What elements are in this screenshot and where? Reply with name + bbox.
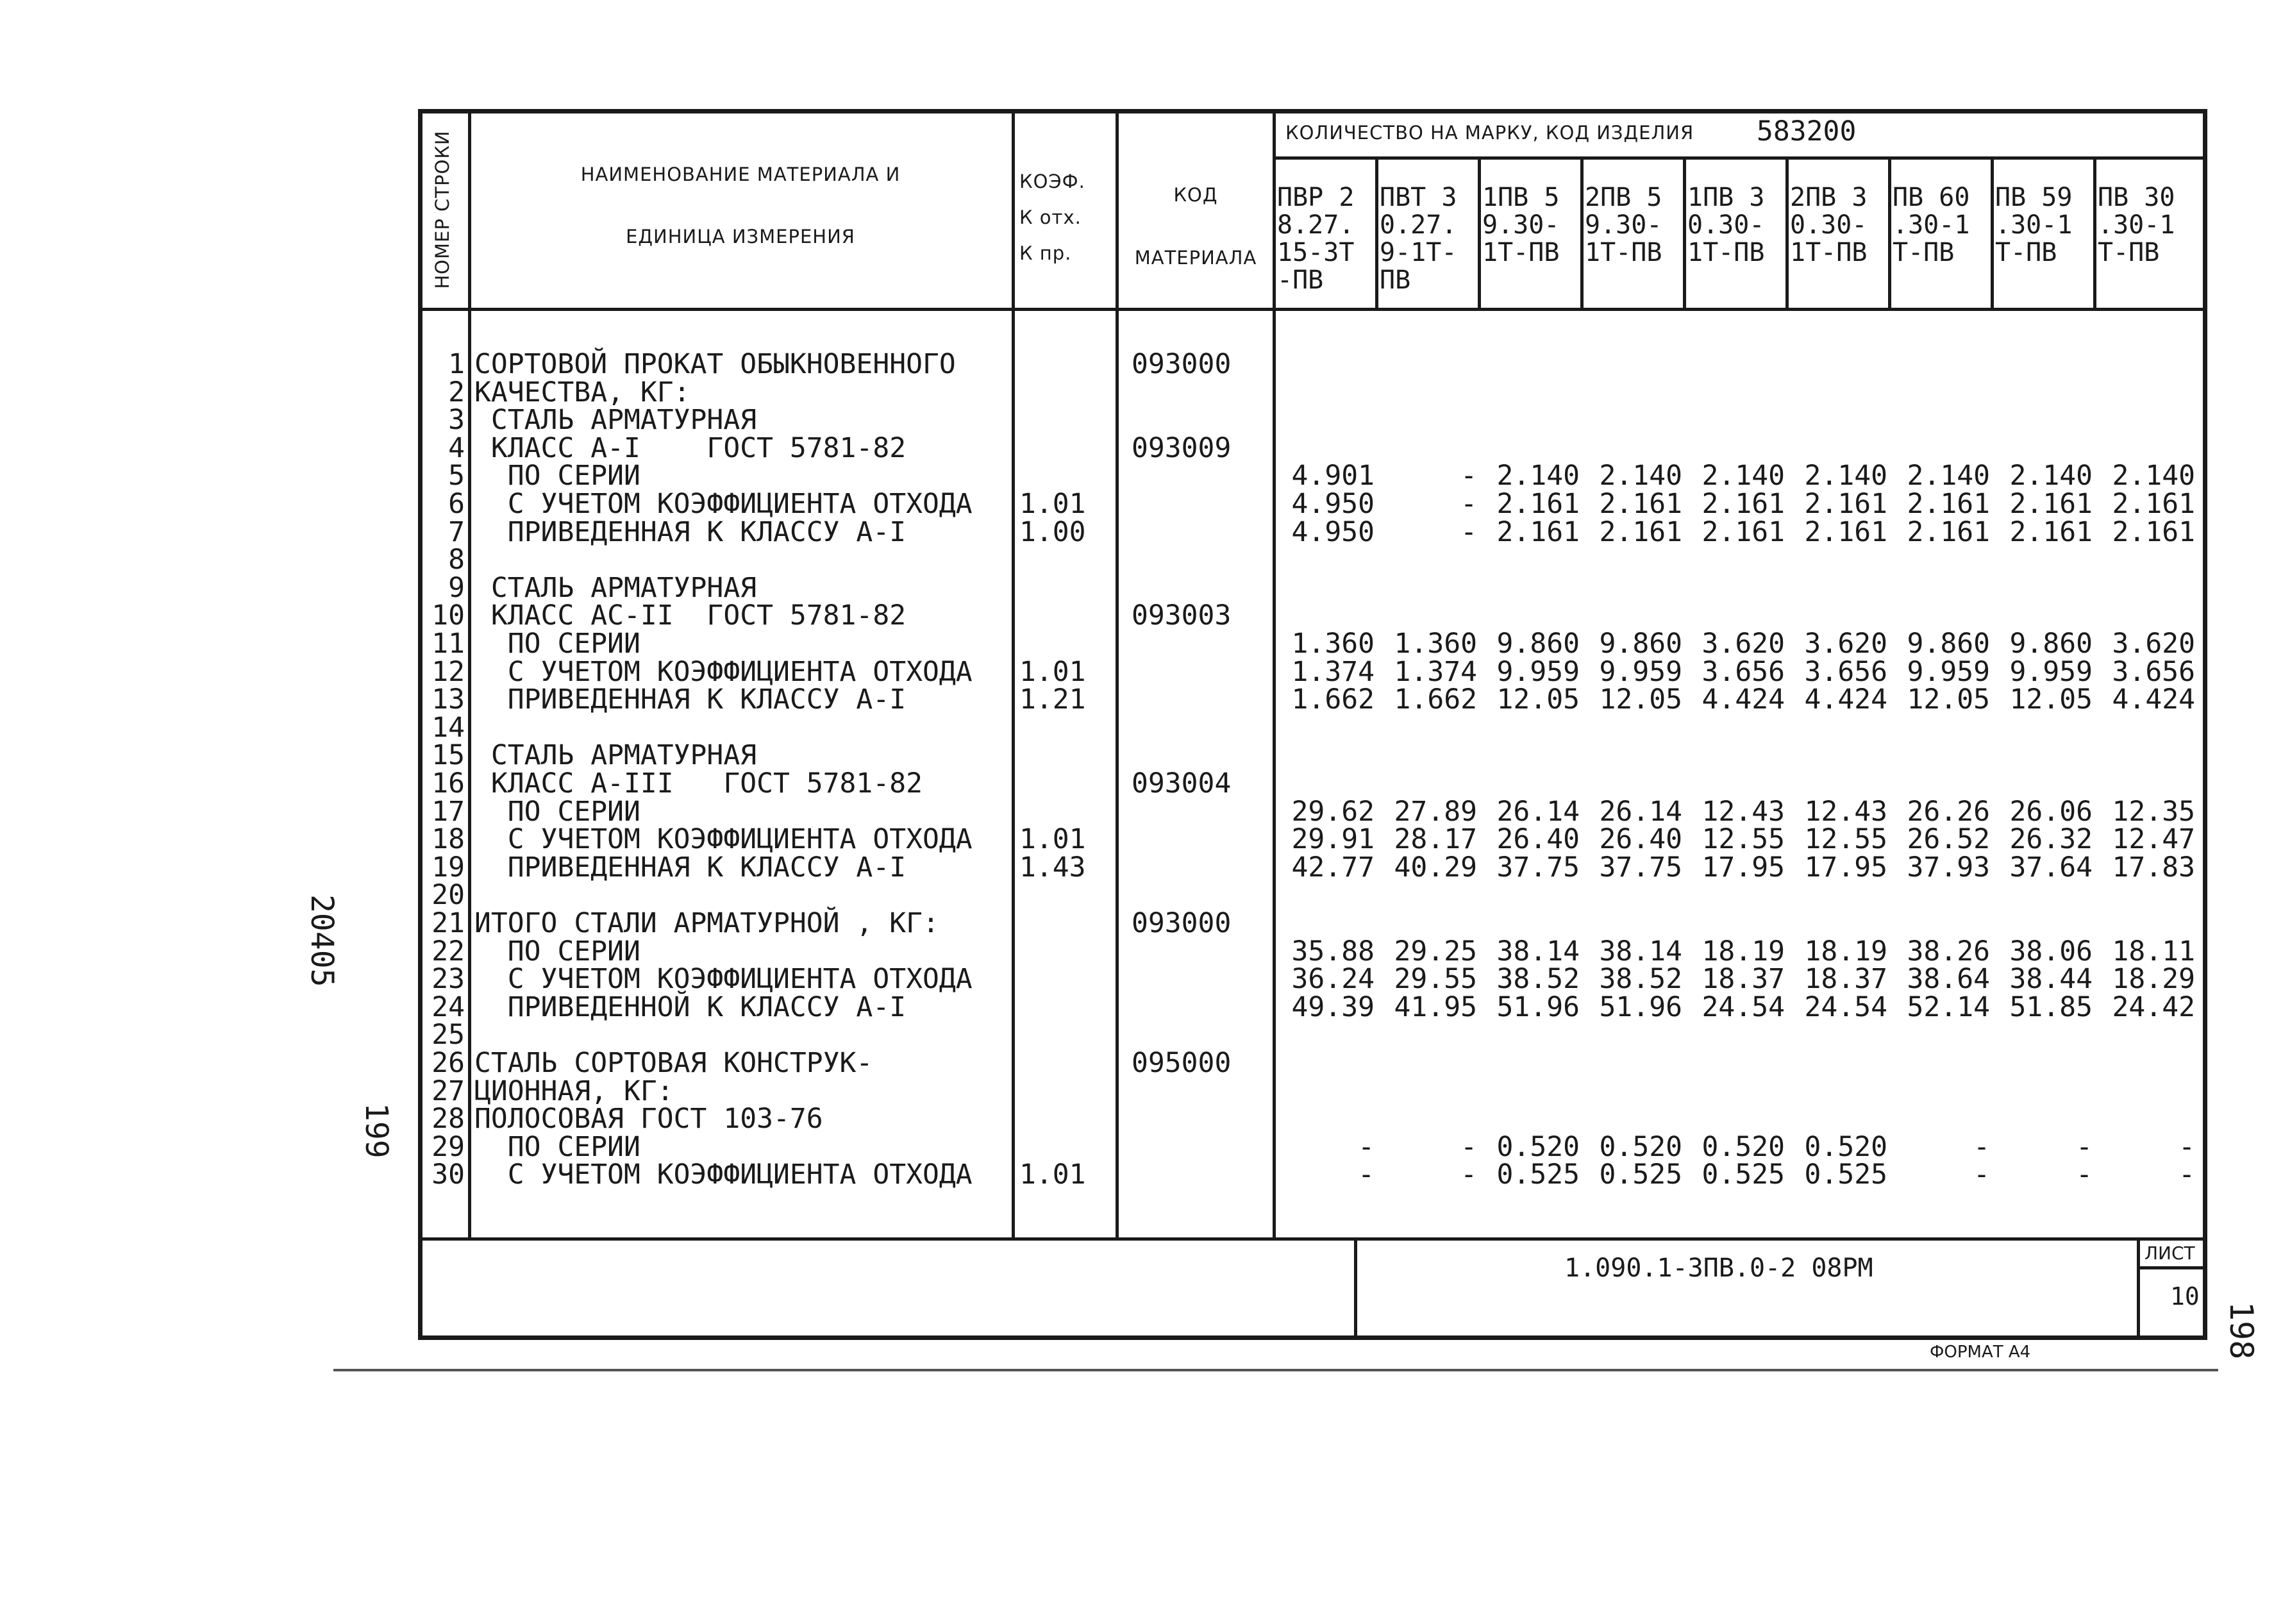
row-number: 27 (431, 1075, 465, 1107)
quantity-cell: 0.520 (1496, 1130, 1580, 1163)
quantity-cell: 40.29 (1394, 851, 1477, 883)
row-number-header-label: НОМЕР СТРОКИ (431, 130, 453, 289)
row-number: 2 (448, 376, 465, 408)
quantity-cell: 24.54 (1701, 991, 1785, 1023)
row-number: 21 (431, 907, 465, 939)
material-code: 095000 (1132, 1047, 1232, 1079)
table-row (0, 599, 2274, 632)
row-number: 29 (431, 1130, 465, 1163)
quantity-cell: 2.161 (2112, 515, 2195, 548)
coefficient: 1.21 (1019, 683, 1086, 716)
quantity-cell: 52.14 (1907, 991, 1990, 1023)
table-row (0, 515, 2274, 548)
row-number: 6 (448, 488, 465, 520)
quantity-cell: 9.959 (1496, 655, 1580, 688)
material-name: ПОЛОСОВАЯ ГОСТ 103-76 (474, 1103, 823, 1135)
quantity-cell: 12.47 (2112, 823, 2195, 856)
material-name: ПО СЕРИИ (474, 1130, 640, 1163)
quantity-cell: 12.43 (1804, 795, 1887, 828)
quantity-cell: 12.05 (1907, 683, 1990, 716)
mark-header: ПВ 59 .30-1 Т-ПВ (1995, 183, 2073, 267)
table-row (0, 462, 2274, 490)
quantity-cell: 1.662 (1394, 683, 1477, 716)
quantity-cell: 41.95 (1394, 991, 1477, 1023)
row-number: 15 (431, 739, 465, 772)
quantity-cell: 2.161 (1496, 515, 1580, 548)
table-row (0, 823, 2274, 856)
quantity-cell: 1.360 (1291, 628, 1375, 660)
quantity-cell: 1.360 (1394, 628, 1477, 660)
quantity-cell: 2.161 (1599, 488, 1682, 520)
quantity-cell: 2.161 (1907, 488, 1990, 520)
row-number: 23 (431, 963, 465, 996)
format-label: ФОРМАТ А4 (1930, 1343, 2031, 1362)
quantity-cell: 18.37 (1804, 963, 1887, 996)
quantity-cell: 12.43 (1701, 795, 1785, 828)
material-name: КЛАСС А-I ГОСТ 5781-82 (474, 431, 907, 464)
table-row (0, 711, 2274, 744)
quantity-cell: 37.93 (1907, 851, 1990, 883)
quantity-cell: 12.05 (2009, 683, 2093, 716)
quantity-cell: 28.17 (1394, 823, 1477, 856)
quantity-cell: - (1358, 1159, 1375, 1191)
quantity-cell: 2.161 (1907, 515, 1990, 548)
material-name: С УЧЕТОМ КОЭФФИЦИЕНТА ОТХОДА (474, 823, 973, 856)
row-number: 20 (431, 879, 465, 912)
quantity-cell: 29.62 (1291, 795, 1375, 828)
quantity-cell: 49.39 (1291, 991, 1375, 1023)
quantity-cell: 29.25 (1394, 935, 1477, 967)
quantity-cell: 12.05 (1496, 683, 1580, 716)
quantity-cell: 9.959 (1907, 655, 1990, 688)
quantity-cell: - (1973, 1130, 1990, 1163)
quantity-cell: 38.14 (1496, 935, 1580, 967)
qty-header-label: КОЛИЧЕСТВО НА МАРКУ, КОД ИЗДЕЛИЯ (1285, 122, 1694, 144)
table-row (0, 1161, 2274, 1189)
table-row (0, 963, 2274, 996)
quantity-cell: 17.83 (2112, 851, 2195, 883)
material-name: ЦИОННАЯ, КГ: (474, 1075, 674, 1107)
material-name-header-line2: ЕДИНИЦА ИЗМЕРЕНИЯ (626, 226, 855, 247)
quantity-cell: - (1358, 1130, 1375, 1163)
quantity-cell: - (2178, 1130, 2195, 1163)
table-row (0, 376, 2274, 408)
right-page-number: 198 (2223, 1302, 2260, 1360)
sheet-number: 10 (2170, 1282, 2200, 1310)
material-name: СТАЛЬ АРМАТУРНАЯ (474, 739, 757, 772)
table-row (0, 1075, 2274, 1107)
quantity-cell: 0.520 (1701, 1130, 1785, 1163)
quantity-cell: 37.75 (1599, 851, 1682, 883)
quantity-cell: 2.161 (1701, 515, 1785, 548)
quantity-cell: 38.14 (1599, 935, 1682, 967)
row-number: 3 (448, 404, 465, 437)
sheet-label: ЛИСТ (2144, 1243, 2195, 1264)
quantity-cell: 51.96 (1599, 991, 1682, 1023)
row-number: 22 (431, 935, 465, 967)
left-page-number: 199 (358, 1103, 394, 1159)
material-name: С УЧЕТОМ КОЭФФИЦИЕНТА ОТХОДА (474, 488, 973, 520)
quantity-cell: 2.140 (2009, 460, 2093, 492)
quantity-cell: 24.42 (2112, 991, 2195, 1023)
material-name: СТАЛЬ СОРТОВАЯ КОНСТРУК- (474, 1047, 873, 1079)
quantity-cell: 2.161 (1496, 488, 1580, 520)
quantity-cell: 2.140 (1599, 460, 1682, 492)
quantity-cell: 9.860 (1907, 628, 1990, 660)
material-name: ПО СЕРИИ (474, 795, 640, 828)
material-code: 093003 (1132, 599, 1232, 632)
quantity-cell: 12.35 (2112, 795, 2195, 828)
table-row (0, 571, 2274, 604)
material-name-header-line1: НАИМЕНОВАНИЕ МАТЕРИАЛА И (580, 163, 901, 185)
mark-header: 1ПВ 3 0.30- 1Т-ПВ (1687, 183, 1765, 267)
row-number: 4 (448, 431, 465, 464)
quantity-cell: 38.64 (1907, 963, 1990, 996)
material-code: 093000 (1132, 907, 1232, 939)
quantity-cell: 4.424 (2112, 683, 2195, 716)
code-header-line2: МАТЕРИАЛА (1134, 247, 1257, 269)
mark-col-line (1785, 156, 1789, 309)
table-row (0, 431, 2274, 464)
quantity-cell: 38.52 (1599, 963, 1682, 996)
quantity-cell: 0.520 (1599, 1130, 1682, 1163)
table-row (0, 851, 2274, 883)
quantity-cell: 26.14 (1599, 795, 1682, 828)
quantity-cell: 27.89 (1394, 795, 1477, 828)
quantity-cell: - (1973, 1159, 1990, 1191)
row-number: 16 (431, 767, 465, 799)
mark-col-line (1888, 156, 1891, 309)
quantity-cell: 2.140 (1907, 460, 1990, 492)
row-number: 7 (448, 515, 465, 548)
material-name: СОРТОВОЙ ПРОКАТ ОБЫКНОВЕННОГО (474, 348, 956, 380)
material-name: СТАЛЬ АРМАТУРНАЯ (474, 571, 757, 604)
quantity-cell: 4.950 (1291, 488, 1375, 520)
table-row (0, 879, 2274, 912)
material-code: 093004 (1132, 767, 1232, 799)
quantity-cell: 2.161 (1701, 488, 1785, 520)
mark-col-line (2093, 156, 2096, 309)
mark-header: ПВТ 3 0.27. 9-1Т- ПВ (1380, 183, 1457, 295)
mark-header: 2ПВ 5 9.30- 1Т-ПВ (1585, 183, 1662, 267)
quantity-cell: 2.161 (2009, 515, 2093, 548)
row-number: 8 (448, 544, 465, 576)
quantity-cell: 0.520 (1804, 1130, 1887, 1163)
table-row (0, 1105, 2274, 1133)
quantity-cell: 0.525 (1804, 1159, 1887, 1191)
mark-col-line (1478, 156, 1481, 309)
quantity-cell: - (1460, 488, 1477, 520)
material-name: ПРИВЕДЕННАЯ К КЛАССУ А-I (474, 515, 907, 548)
table-row (0, 348, 2274, 380)
code-header-line1: КОД (1173, 184, 1218, 206)
material-name: ИТОГО СТАЛИ АРМАТУРНОЙ , КГ: (474, 907, 939, 939)
quantity-cell: 12.55 (1701, 823, 1785, 856)
material-name: СТАЛЬ АРМАТУРНАЯ (474, 404, 757, 437)
row-number: 13 (431, 683, 465, 716)
material-name: С УЧЕТОМ КОЭФФИЦИЕНТА ОТХОДА (474, 963, 973, 996)
quantity-cell: 1.662 (1291, 683, 1375, 716)
quantity-cell: 9.959 (2009, 655, 2093, 688)
table-row (0, 404, 2274, 437)
material-unit-header (474, 226, 1007, 247)
inventory-number: 20405 (304, 894, 340, 987)
quantity-cell: 37.75 (1496, 851, 1580, 883)
quantity-cell: - (1460, 515, 1477, 548)
quantity-cell: 2.161 (1804, 488, 1887, 520)
quantity-cell: 38.44 (2009, 963, 2093, 996)
material-code: 093000 (1132, 348, 1232, 380)
quantity-cell: 26.26 (1907, 795, 1990, 828)
quantity-cell: 4.424 (1701, 683, 1785, 716)
row-number-header (431, 126, 453, 293)
mark-col-line (1683, 156, 1686, 309)
quantity-cell: 18.19 (1804, 935, 1887, 967)
coefficient: 1.01 (1019, 655, 1086, 688)
quantity-cell: 2.161 (2112, 488, 2195, 520)
quantity-cell: 2.161 (1804, 515, 1887, 548)
quantity-cell: - (2076, 1130, 2093, 1163)
quantity-cell: 26.52 (1907, 823, 1990, 856)
row-number: 19 (431, 851, 465, 883)
row-number: 30 (431, 1159, 465, 1191)
coefficient: 1.01 (1019, 488, 1086, 520)
row-number: 25 (431, 1019, 465, 1051)
material-name-header (474, 163, 1007, 185)
material-code: 093009 (1132, 431, 1232, 464)
material-name: КЛАСС АС-II ГОСТ 5781-82 (474, 599, 907, 632)
table-row (0, 1047, 2274, 1079)
table-row (0, 739, 2274, 772)
quantity-cell: 26.40 (1496, 823, 1580, 856)
material-name: С УЧЕТОМ КОЭФФИЦИЕНТА ОТХОДА (474, 655, 973, 688)
material-name: ПРИВЕДЕННАЯ К КЛАССУ А-I (474, 683, 907, 716)
mark-header: ПВ 30 .30-1 Т-ПВ (2098, 183, 2175, 267)
mark-col-line (1991, 156, 1994, 309)
material-name: КЛАСС А-III ГОСТ 5781-82 (474, 767, 923, 799)
quantity-cell: 9.860 (2009, 628, 2093, 660)
coef-header-title: КОЭФ. (1019, 171, 1085, 192)
row-number: 10 (431, 599, 465, 632)
coefficient: 1.43 (1019, 851, 1086, 883)
quantity-cell: 42.77 (1291, 851, 1375, 883)
material-name: КАЧЕСТВА, КГ: (474, 376, 690, 408)
quantity-cell: - (1460, 1159, 1477, 1191)
table-row (0, 767, 2274, 799)
table-row (0, 935, 2274, 967)
material-name: ПО СЕРИИ (474, 935, 640, 967)
material-name: ПО СЕРИИ (474, 628, 640, 660)
table-row (0, 795, 2274, 828)
mark-header: 1ПВ 5 9.30- 1Т-ПВ (1482, 183, 1560, 267)
row-number: 14 (431, 711, 465, 744)
document-code: 1.090.1-3ПВ.0-2 08РМ (1564, 1253, 1873, 1283)
quantity-cell: 0.525 (1496, 1159, 1580, 1191)
quantity-cell: 26.40 (1599, 823, 1682, 856)
qty-header-divider (1273, 156, 2207, 160)
table-row (0, 630, 2274, 658)
stamp-bottom-rule (333, 1369, 2218, 1371)
row-number: 9 (448, 571, 465, 604)
quantity-cell: 1.374 (1394, 655, 1477, 688)
table-row (0, 546, 2274, 574)
header-divider (418, 308, 2207, 311)
quantity-cell: 37.64 (2009, 851, 2093, 883)
row-number: 5 (448, 460, 465, 492)
quantity-cell: 3.656 (1701, 655, 1785, 688)
quantity-cell: 35.88 (1291, 935, 1375, 967)
quantity-cell: 2.161 (1599, 515, 1682, 548)
quantity-cell: 29.55 (1394, 963, 1477, 996)
quantity-cell: 3.656 (2112, 655, 2195, 688)
table-row (0, 991, 2274, 1023)
coefficient: 1.01 (1019, 823, 1086, 856)
quantity-cell: - (2076, 1159, 2093, 1191)
row-number: 24 (431, 991, 465, 1023)
table-row (0, 490, 2274, 518)
material-name: ПРИВЕДЕННОЙ К КЛАССУ А-I (474, 991, 907, 1023)
coefficient: 1.01 (1019, 1159, 1086, 1191)
quantity-cell: 0.525 (1599, 1159, 1682, 1191)
row-number: 28 (431, 1103, 465, 1135)
row-number: 26 (431, 1047, 465, 1079)
stamp-divider (418, 1237, 2207, 1241)
quantity-cell: 26.32 (2009, 823, 2093, 856)
quantity-cell: 51.85 (2009, 991, 2093, 1023)
code-header (1119, 163, 1273, 289)
quantity-cell: 38.26 (1907, 935, 1990, 967)
mark-header: ПВР 2 8.27. 15-3Т -ПВ (1277, 183, 1355, 295)
quantity-cell: - (1460, 460, 1477, 492)
material-name: ПО СЕРИИ (474, 460, 640, 492)
quantity-cell: - (1460, 1130, 1477, 1163)
stamp-left-line (1354, 1237, 1357, 1340)
quantity-cell: 18.11 (2112, 935, 2195, 967)
quantity-cell: 0.525 (1701, 1159, 1785, 1191)
material-name: С УЧЕТОМ КОЭФФИЦИЕНТА ОТХОДА (474, 1159, 973, 1191)
quantity-cell: 3.620 (1701, 628, 1785, 660)
coef-header-otx: К отх. (1019, 206, 1082, 228)
row-number: 11 (431, 628, 465, 660)
row-number: 1 (448, 348, 465, 380)
quantity-cell: 2.140 (1496, 460, 1580, 492)
table-row (0, 1021, 2274, 1049)
quantity-cell: 9.959 (1599, 655, 1682, 688)
quantity-cell: 9.860 (1599, 628, 1682, 660)
quantity-cell: 38.52 (1496, 963, 1580, 996)
quantity-cell: 26.14 (1496, 795, 1580, 828)
quantity-cell: 12.55 (1804, 823, 1887, 856)
quantity-cell: 18.19 (1701, 935, 1785, 967)
quantity-cell: 17.95 (1701, 851, 1785, 883)
quantity-cell: 2.140 (2112, 460, 2195, 492)
coef-header-pr: К пр. (1019, 242, 1072, 264)
quantity-cell: 18.29 (2112, 963, 2195, 996)
quantity-cell: 2.140 (1701, 460, 1785, 492)
quantity-cell: 36.24 (1291, 963, 1375, 996)
quantity-cell: 9.860 (1496, 628, 1580, 660)
quantity-cell: 29.91 (1291, 823, 1375, 856)
coef-header (1019, 163, 1109, 271)
quantity-cell: 2.140 (1804, 460, 1887, 492)
quantity-cell: 12.05 (1599, 683, 1682, 716)
quantity-cell: 3.656 (1804, 655, 1887, 688)
stamp-sheet-line (2137, 1237, 2140, 1340)
table-row (0, 683, 2274, 716)
quantity-cell: 3.620 (2112, 628, 2195, 660)
product-code: 583200 (1757, 115, 1857, 147)
quantity-cell: 1.374 (1291, 655, 1375, 688)
quantity-cell: 4.901 (1291, 460, 1375, 492)
quantity-cell: 38.06 (2009, 935, 2093, 967)
coefficient: 1.00 (1019, 515, 1086, 548)
quantity-cell: 51.96 (1496, 991, 1580, 1023)
table-row (0, 907, 2274, 939)
mark-header: 2ПВ 3 0.30- 1Т-ПВ (1790, 183, 1868, 267)
quantity-cell: 4.424 (1804, 683, 1887, 716)
quantity-cell: 24.54 (1804, 991, 1887, 1023)
row-number: 18 (431, 823, 465, 856)
row-number: 17 (431, 795, 465, 828)
material-name: ПРИВЕДЕННАЯ К КЛАССУ А-I (474, 851, 907, 883)
row-number: 12 (431, 655, 465, 688)
mark-col-line (1375, 156, 1378, 309)
quantity-cell: 4.950 (1291, 515, 1375, 548)
quantity-cell: - (2178, 1159, 2195, 1191)
quantity-cell: 17.95 (1804, 851, 1887, 883)
mark-col-line (1580, 156, 1584, 309)
mark-header: ПВ 60 .30-1 Т-ПВ (1893, 183, 1970, 267)
quantity-cell: 2.161 (2009, 488, 2093, 520)
table-row (0, 655, 2274, 688)
stamp-sheet-hline (2137, 1266, 2207, 1269)
quantity-cell: 18.37 (1701, 963, 1785, 996)
quantity-cell: 26.06 (2009, 795, 2093, 828)
quantity-cell: 3.620 (1804, 628, 1887, 660)
